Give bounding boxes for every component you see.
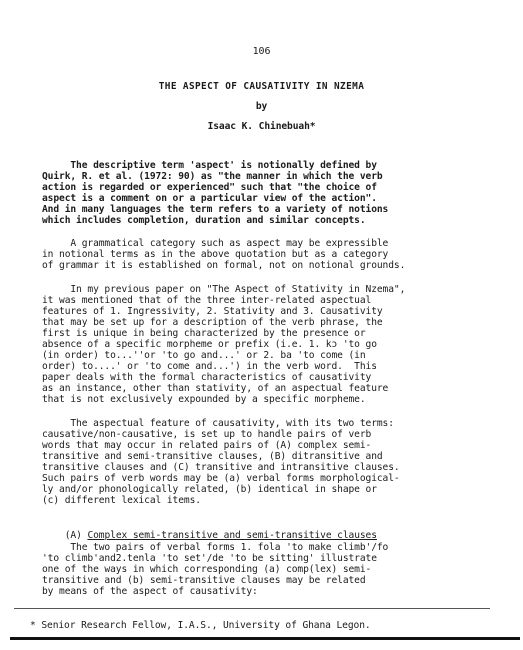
paragraph-line: by means of the aspect of causativity: (42, 586, 258, 597)
section-label: (A) (64, 530, 88, 541)
paragraph-line: it was mentioned that of the three inter-related aspectual (42, 295, 372, 306)
paragraph-line: (in order) to...''or 'to go and...' or 2. ba 'to come (in (42, 350, 366, 361)
paragraph-line: A grammatical category such as aspect may be expressible (42, 238, 389, 249)
paragraph-line: (c) different lexical items. (42, 495, 201, 506)
paragraph-line: The aspectual feature of causativity, with its two terms: (42, 418, 394, 429)
paragraph-line: Such pairs of verb words may be (a) verbal forms morphological- (42, 473, 400, 484)
paragraph-line: And in many languages the term refers to a variety of notions (42, 204, 389, 215)
paragraph-line: words that may occur in related pairs of (A) complex semi- (42, 440, 372, 451)
paragraph-line: In my previous paper on "The Aspect of Stativity in Nzema", (42, 284, 406, 295)
author-name: Isaac K. Chinebuah* (207, 121, 316, 132)
paragraph-line: The descriptive term 'aspect' is notionally defined by (42, 160, 377, 171)
section-heading-text: Complex semi-transitive and semi-transitive clauses (87, 530, 377, 541)
paragraph-line: ly and/or phonologically related, (b) identical in shape or (42, 484, 377, 495)
paragraph-line: first is unique in being characterized by the presence or (42, 328, 366, 339)
paragraph-line: aspect is a comment on or a particular view of the action". (42, 193, 377, 204)
by-line: by (255, 101, 268, 112)
paragraph-line: in notional terms as in the above quotation but as a category (42, 249, 389, 260)
paragraph-line: order) to....' or 'to come and...') in the verb word. This (42, 361, 377, 372)
paragraph-line: transitive and (b) semi-transitive clauses may be related (42, 575, 366, 586)
paragraph-line: transitive and semi-transitive clauses, (B) ditransitive and (42, 451, 383, 462)
paper-title: THE ASPECT OF CAUSATIVITY IN NZEMA (158, 81, 365, 92)
paragraph-line: 'to climb'and2.tenla 'to set'/de 'to be sitting' illustrate (42, 553, 377, 564)
paragraph-line: which includes completion, duration and similar concepts. (42, 215, 366, 226)
paragraph-line: one of the ways in which corresponding (a) comp(lex) semi- (42, 564, 372, 575)
paragraph-line: of grammar it is established on formal, not on notional grounds. (42, 260, 406, 271)
paragraph-line: as an instance, other than stativity, of an aspectual feature (42, 383, 389, 394)
paragraph-line: causative/non-causative, is set up to handle pairs of verb (42, 429, 372, 440)
paragraph-line: action is regarded or experienced" such that "the choice of (42, 182, 377, 193)
page-number: 106 (252, 46, 271, 57)
footnote-rule-bottom (10, 637, 520, 640)
paragraph-line: paper deals with the formal characteristics of causativity (42, 372, 372, 383)
paragraph-line: The two pairs of verbal forms 1. fola 'to make climb'/fo (42, 542, 389, 553)
footnote: * Senior Research Fellow, I.A.S., University of Ghana Legon. (30, 620, 371, 631)
paragraph-line: features of 1. Ingressivity, 2. Stativity and 3. Causativity (42, 306, 383, 317)
paragraph-line: that is not exclusively expounded by a specific morpheme. (42, 394, 366, 405)
paragraph-line: transitive clauses and (C) transitive and intransitive clauses. (42, 462, 400, 473)
footnote-rule-top (14, 608, 490, 609)
paragraph-line: that may be set up for a description of the verb phrase, the (42, 317, 383, 328)
paragraph-line: absence of a specific morpheme or prefix (i.e. 1. kɔ 'to go (42, 339, 377, 350)
paragraph-line: Quirk, R. et al. (1972: 90) as "the manner in which the verb (42, 171, 383, 182)
